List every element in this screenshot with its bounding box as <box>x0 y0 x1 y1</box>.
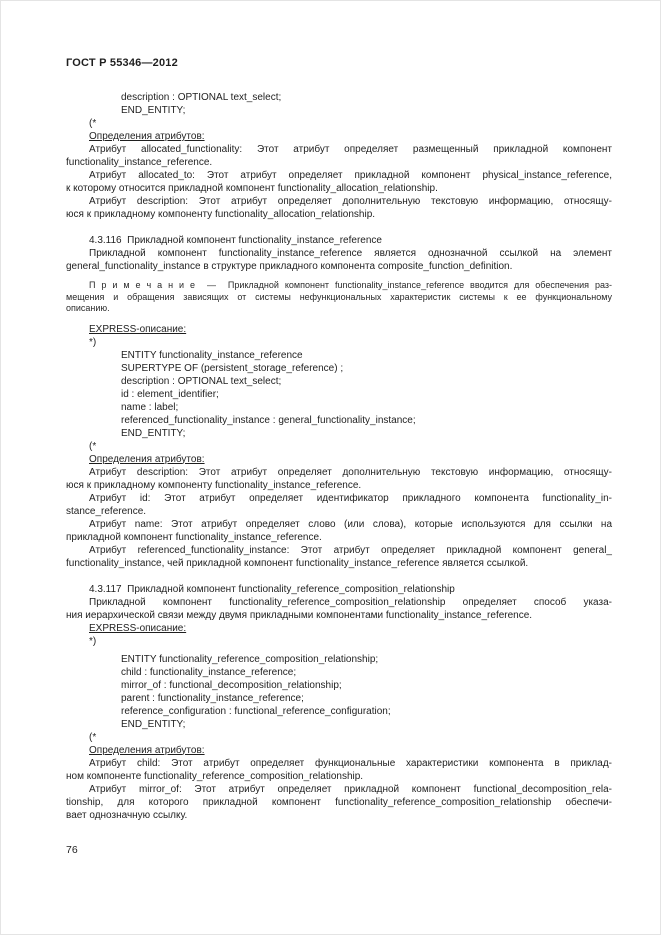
paragraph-line: Атрибут id: Этот атрибут определяет идентификатор прикладного компонента functionality_in- <box>89 492 612 504</box>
paragraph-line: Прикладной компонент functionality_reference_composition_relationship определяет способ указа- <box>89 596 612 608</box>
paragraph-line: прикладной компонент functionality_instance_reference. <box>66 531 322 543</box>
paragraph-line: юся к прикладному компоненту functionality_instance_reference. <box>66 479 362 491</box>
code-line: description : OPTIONAL text_select; <box>121 375 282 387</box>
paragraph-line: юся к прикладному компоненту functionality_allocation_relationship. <box>66 209 376 220</box>
note-line: П р и м е ч а н и е — Прикладной компонент functionality_instance_reference вводится для обеспечения раз- <box>89 280 612 290</box>
code-line: id : element_identifier; <box>121 388 219 400</box>
paragraph-line: к которому относится прикладной компонент functionality_allocation_relationship. <box>66 183 438 194</box>
paragraph-line: Атрибут name: Этот атрибут определяет слово (или слова), которые используются для ссылки на <box>89 518 612 530</box>
paragraph-line: Атрибут allocated_to: Этот атрибут определяет прикладной компонент physical_instance_reference, <box>89 170 612 181</box>
express-comment-open: (* <box>89 731 97 743</box>
paragraph-line: stance_reference. <box>66 505 147 517</box>
express-comment-open: (* <box>89 440 97 452</box>
code-line: END_ENTITY; <box>121 718 186 730</box>
paragraph-line: Атрибут description: Этот атрибут определяет дополнительную текстовую информацию, относящу- <box>89 466 612 478</box>
paragraph-line: Атрибут child: Этот атрибут определяет функциональные характеристики компонента в приклад- <box>89 757 612 769</box>
express-description-heading: EXPRESS-описание: <box>89 622 187 634</box>
attributes-definitions-heading: Определения атрибутов: <box>89 744 205 756</box>
paragraph-line: ном компоненте functionality_reference_composition_relationship. <box>66 770 364 782</box>
note-line: мещения и обращения зависящих от системы нефункциональных характеристик системы к ее функциональному <box>66 291 612 302</box>
paragraph-line: tionship, для которого прикладной компонент functionality_reference_composition_relationship обеспечи- <box>66 796 612 808</box>
paragraph-line: Атрибут referenced_functionality_instance: Этот атрибут определяет прикладной компонент general_ <box>89 544 612 556</box>
express-comment-open: (* <box>89 118 97 129</box>
code-line: referenced_functionality_instance : general_functionality_instance; <box>121 414 416 426</box>
paragraph-line: functionality_instance, чей прикладной компонент functionality_instance_reference является ссылкой. <box>66 557 529 569</box>
paragraph-line: Атрибут description: Этот атрибут определяет дополнительную текстовую информацию, относящу- <box>89 196 612 207</box>
paragraph-line: Атрибут mirror_of: Этот атрибут определяет прикладной компонент functional_decomposition_rela- <box>89 783 612 795</box>
code-line: parent : functionality_instance_reference; <box>121 692 304 704</box>
section-heading-4-3-116: 4.3.116 Прикладной компонент functionality_instance_reference <box>89 235 382 246</box>
code-line: END_ENTITY; <box>121 105 186 116</box>
express-description-heading: EXPRESS-описание: <box>89 323 187 335</box>
paragraph-line: Прикладной компонент functionality_instance_reference является однозначной ссылкой на элемент <box>89 248 612 259</box>
page-header-title: ГОСТ Р 55346—2012 <box>66 57 178 69</box>
note-line: описанию. <box>66 303 110 313</box>
paragraph-line: general_functionality_instance в структуре прикладного компонента composite_function_definition. <box>66 261 513 272</box>
paragraph-line: ния иерархической связи между двумя прикладными компонентами functionality_instance_reference. <box>66 609 533 621</box>
code-line: child : functionality_instance_reference; <box>121 666 297 678</box>
attributes-definitions-heading: Определения атрибутов: <box>89 453 205 465</box>
paragraph-line: functionality_instance_reference. <box>66 157 213 168</box>
code-line: name : label; <box>121 401 179 413</box>
code-line: description : OPTIONAL text_select; <box>121 92 282 103</box>
express-comment-close: *) <box>89 635 97 647</box>
express-comment-close: *) <box>89 336 97 348</box>
code-line: END_ENTITY; <box>121 427 186 439</box>
section-heading-4-3-117: 4.3.117 Прикладной компонент functionality_reference_composition_relationship <box>89 583 455 595</box>
paragraph-line: Атрибут allocated_functionality: Этот атрибут определяет размещенный прикладной компонент <box>89 144 612 155</box>
code-line: SUPERTYPE OF (persistent_storage_reference) ; <box>121 362 344 374</box>
paragraph-line: вает однозначную ссылку. <box>66 809 188 821</box>
code-line: ENTITY functionality_reference_composition_relationship; <box>121 653 379 665</box>
page-number: 76 <box>66 844 78 856</box>
code-line: reference_configuration : functional_reference_configuration; <box>121 705 391 717</box>
document-body <box>66 91 612 822</box>
code-line: mirror_of : functional_decomposition_relationship; <box>121 679 342 691</box>
attributes-definitions-heading: Определения атрибутов: <box>89 131 205 142</box>
code-line: ENTITY functionality_instance_reference <box>121 349 303 361</box>
